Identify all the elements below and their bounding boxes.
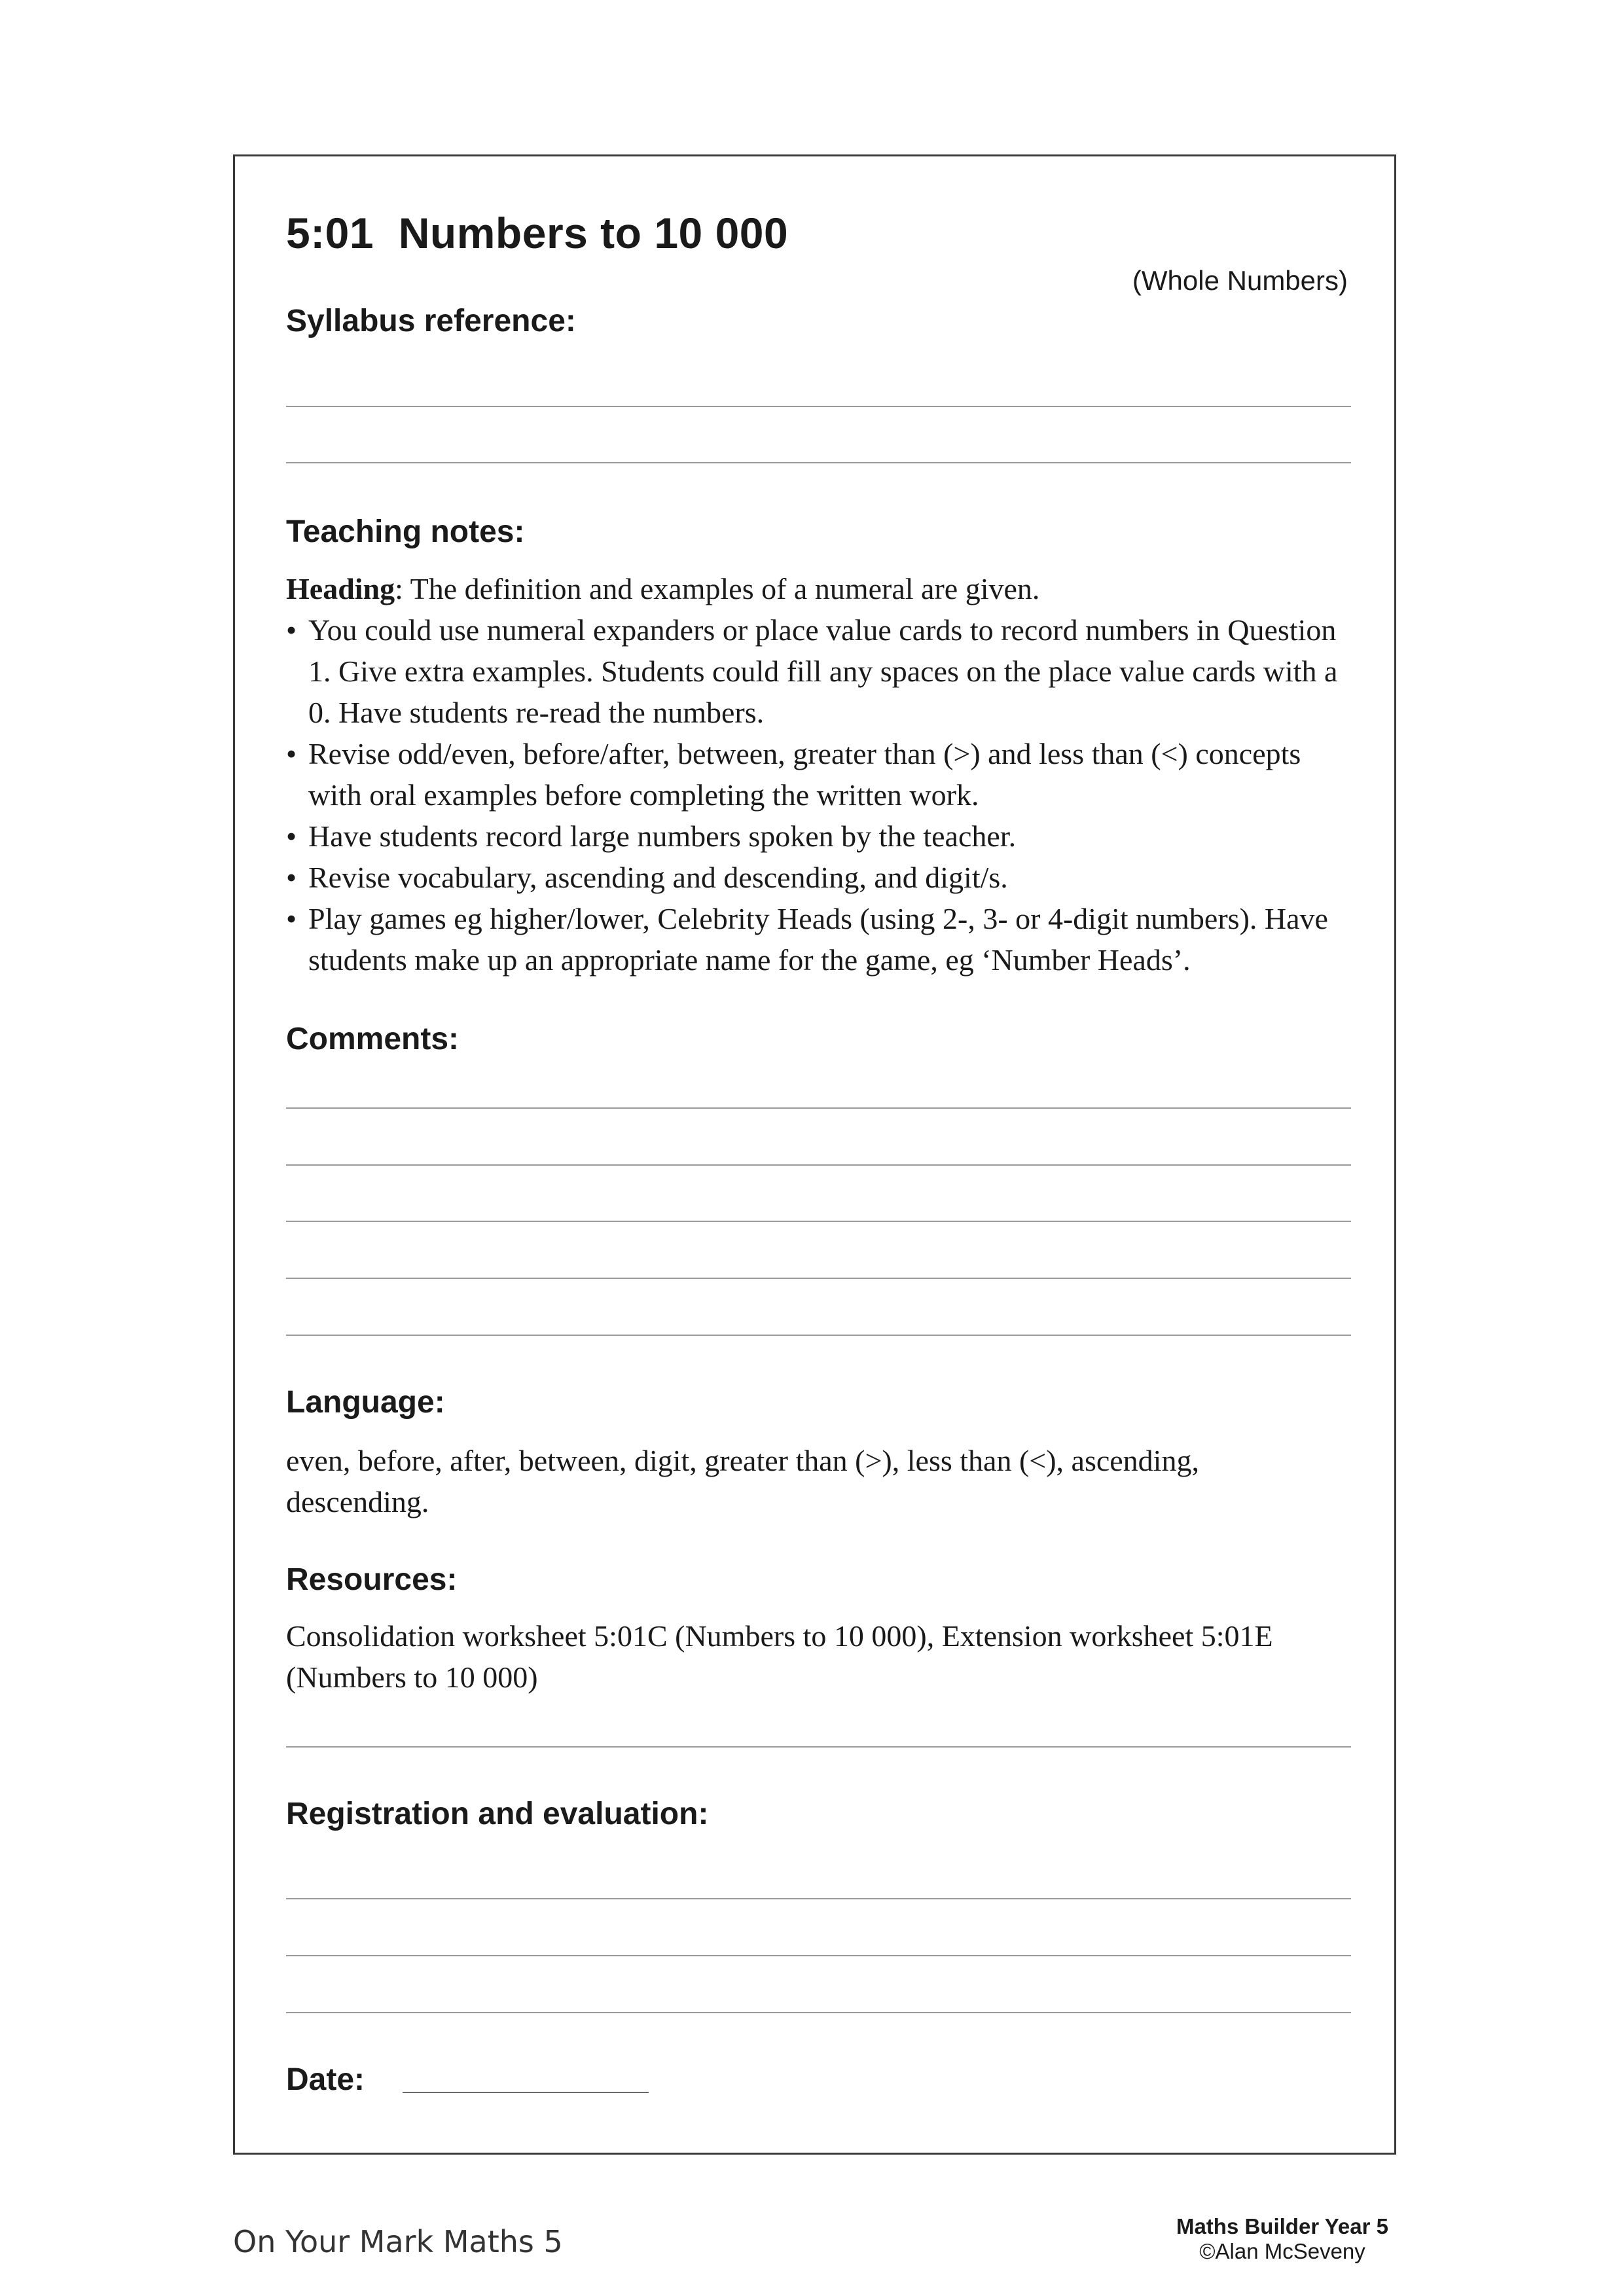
list-item-text: Revise odd/even, before/after, between, greater than (>) and less than (<) concepts with oral examples before completing the written work.	[308, 737, 1301, 812]
teaching-notes-body	[286, 568, 1360, 980]
syllabus-line-1	[286, 406, 1351, 407]
comments-line-5	[286, 1335, 1351, 1336]
list-item	[286, 898, 1360, 980]
date-field-line	[403, 2092, 649, 2093]
bullet: •	[286, 819, 297, 853]
registration-line-3	[286, 2012, 1351, 2013]
registration-line-1	[286, 1898, 1351, 1899]
footer-book-title: Maths Builder Year 5	[1176, 2214, 1388, 2238]
teaching-notes-list	[286, 609, 1360, 980]
comments-line-2	[286, 1164, 1351, 1166]
list-item-text: You could use numeral expanders or place value cards to record numbers in Question 1. Give extra examples. Students could fill any spaces on the place value cards with a 0. Have students re-read the numbers.	[308, 613, 1338, 729]
teaching-notes-heading: Teaching notes:	[286, 514, 525, 549]
list-item	[286, 816, 1360, 857]
bullet: •	[286, 737, 297, 770]
intro-bold: Heading	[286, 572, 395, 605]
language-heading: Language:	[286, 1385, 445, 1420]
bullet: •	[286, 613, 297, 647]
comments-line-3	[286, 1221, 1351, 1222]
date-label: Date:	[286, 2062, 365, 2097]
page-frame	[233, 154, 1396, 2155]
comments-heading: Comments:	[286, 1022, 460, 1056]
bullet: •	[286, 861, 297, 894]
footer-credit	[1176, 2214, 1388, 2264]
page-title: 5:01 Numbers to 10 000	[286, 209, 789, 257]
registration-heading: Registration and evaluation:	[286, 1797, 709, 1831]
list-item-text: Revise vocabulary, ascending and descending, and digit/s.	[308, 861, 1008, 894]
footer-series-title: On Your Mark Maths 5	[233, 2224, 563, 2259]
bullet: •	[286, 902, 297, 935]
teaching-notes-intro	[286, 568, 1360, 609]
footer-copyright: ©Alan McSeveny	[1199, 2239, 1365, 2263]
strand-label: (Whole Numbers)	[1132, 265, 1348, 296]
intro-text: : The definition and examples of a numeral are given.	[395, 572, 1040, 605]
list-item-text: Have students record large numbers spoken by the teacher.	[308, 819, 1017, 853]
registration-line-2	[286, 1955, 1351, 1956]
resources-line	[286, 1746, 1351, 1748]
language-text: even, before, after, between, digit, greater than (>), less than (<), ascending, descending.	[286, 1444, 1199, 1518]
resources-text: Consolidation worksheet 5:01C (Numbers to 10 000), Extension worksheet 5:01E (Numbers to 10 000)	[286, 1619, 1273, 1694]
list-item-text: Play games eg higher/lower, Celebrity Heads (using 2-, 3- or 4-digit numbers). Have students make up an appropriate name for the game, eg ‘Number Heads’.	[308, 902, 1328, 977]
list-item	[286, 609, 1360, 733]
comments-line-1	[286, 1107, 1351, 1109]
syllabus-line-2	[286, 462, 1351, 463]
comments-line-4	[286, 1278, 1351, 1279]
list-item	[286, 733, 1360, 816]
list-item	[286, 857, 1360, 898]
syllabus-heading: Syllabus reference:	[286, 304, 576, 338]
resources-heading: Resources:	[286, 1562, 458, 1597]
